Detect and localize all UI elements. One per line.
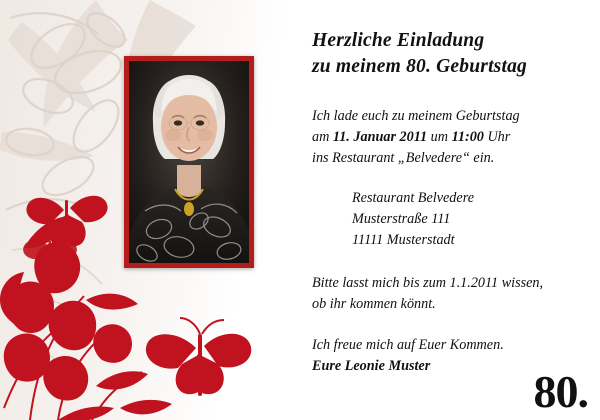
address-line-3: 11111 Musterstadt: [352, 232, 455, 249]
address-line-1: Restaurant Belvedere: [352, 190, 474, 207]
rsvp-note: [312, 273, 588, 315]
address-line-2: Musterstraße 111: [352, 211, 451, 228]
rsvp-line-2: ob ihr kommen könnt.: [312, 295, 436, 312]
invitation-text: [300, 28, 588, 377]
closing-line-1: Ich freue mich auf Euer Kommen.: [312, 336, 504, 353]
portrait-photo-frame: [124, 56, 254, 268]
invite-line-2-mid: um: [427, 128, 452, 145]
age-number: 80.: [533, 366, 588, 417]
signature: Eure Leonie Muster: [312, 357, 431, 374]
invite-line-1: Ich lade euch zu meinem Geburtstag: [312, 107, 520, 124]
butterfly-lower-right: [146, 318, 251, 396]
venue-address: [352, 188, 588, 251]
rsvp-line-1: Bitte lasst mich bis zum 1.1.2011 wissen,: [312, 275, 544, 292]
headline-line-1: Herzliche Einladung: [312, 30, 485, 51]
stem-outline-group: [6, 249, 102, 378]
butterfly-small: [23, 240, 77, 266]
invite-line-2: [312, 127, 588, 148]
page-title: [312, 28, 588, 80]
portrait-photo-image: [129, 61, 249, 263]
event-time: 11:00: [451, 128, 484, 145]
event-date: 11. Januar 2011: [332, 128, 428, 145]
invite-line-3: ins Restaurant „Belvedere“ ein.: [312, 149, 495, 166]
headline-line-2: zu meinem 80. Geburtstag: [312, 55, 527, 77]
invitation-paragraph: [312, 106, 588, 169]
avatar: [129, 61, 249, 263]
ribbon-outline-group: [4, 7, 130, 210]
invite-line-2-post: Uhr: [483, 128, 511, 145]
invite-line-2-pre: am: [312, 128, 333, 145]
butterfly-upper-left: [26, 196, 107, 248]
